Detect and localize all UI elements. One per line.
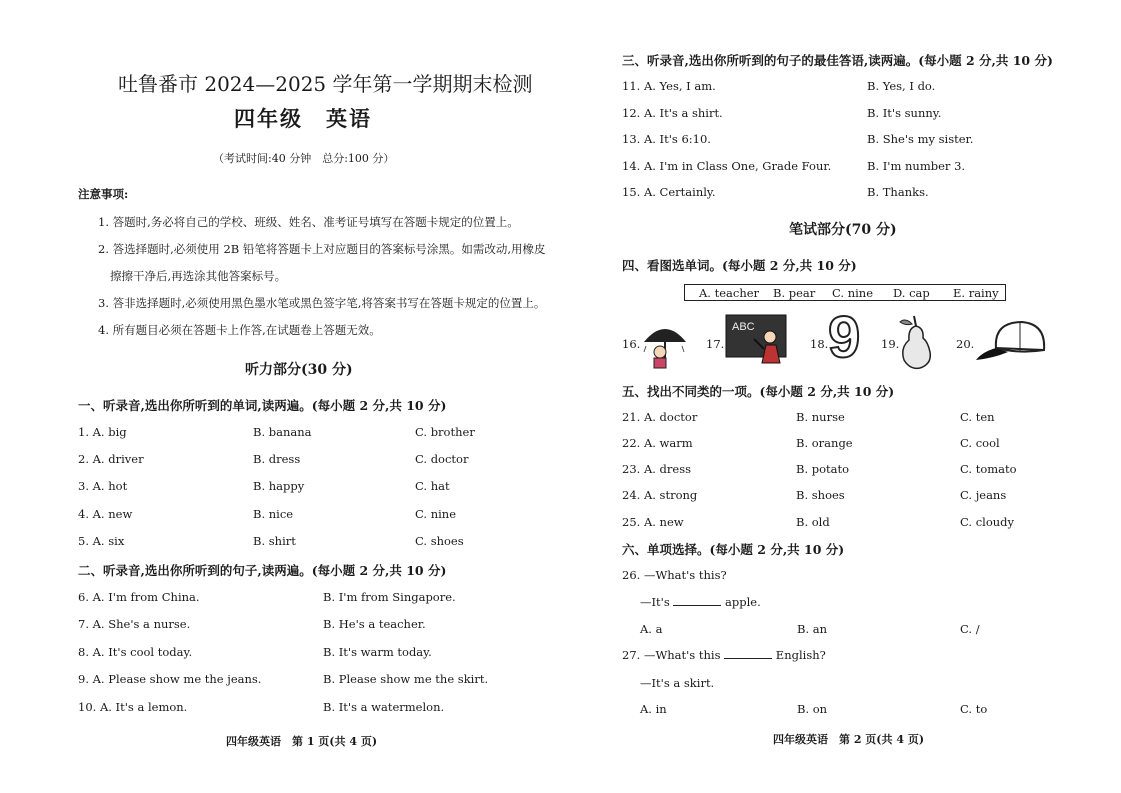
q3-a: 3. A. hot (78, 479, 128, 493)
pic-num-20: 20. (956, 337, 975, 351)
q15-b: B. Thanks. (867, 185, 929, 199)
cap-picture (974, 318, 1048, 364)
q2-a: 2. A. driver (78, 452, 144, 466)
page-1 (0, 0, 560, 793)
q8-a: 8. A. It's cool today. (78, 645, 193, 659)
pic-num-18: 18. (810, 337, 829, 351)
q10-b: B. It's a watermelon. (323, 700, 445, 714)
q5-c: C. shoes (415, 534, 464, 548)
q25-b: B. old (796, 515, 830, 529)
q22-a: 22. A. warm (622, 436, 693, 450)
section-5-heading: 五、找出不同类的一项。(每小题 2 分,共 10 分) (622, 384, 895, 399)
q9-a: 9. A. Please show me the jeans. (78, 672, 262, 686)
section-6-heading: 六、单项选择。(每小题 2 分,共 10 分) (622, 542, 845, 557)
note-4: 4. 所有题目必须在答题卡上作答,在试题卷上答题无效。 (98, 323, 381, 337)
q7-a: 7. A. She's a nurse. (78, 617, 191, 631)
exam-title: 吐鲁番市 2024—2025 学年第一学期期末检测 (118, 72, 533, 96)
q10-a: 10. A. It's a lemon. (78, 700, 188, 714)
q26-c: C. / (960, 622, 980, 636)
q27-question-post: English? (775, 648, 826, 662)
q9-b: B. Please show me the skirt. (323, 672, 489, 686)
board-text: ABC (732, 321, 755, 333)
q1-b: B. banana (253, 425, 312, 439)
note-2-cont: 擦擦干净后,再选涂其他答案标号。 (110, 269, 287, 283)
note-1: 1. 答题时,务必将自己的学校、班级、姓名、准考证号填写在答题卡规定的位置上。 (98, 215, 519, 229)
pic-num-16: 16. (622, 337, 641, 351)
q23-a: 23. A. dress (622, 462, 692, 476)
q2-c: C. doctor (415, 452, 469, 466)
section-1-heading: 一、听录音,选出你所听到的单词,读两遍。(每小题 2 分,共 10 分) (78, 398, 447, 413)
written-heading: 笔试部分(70 分) (789, 222, 897, 238)
q6-b: B. I'm from Singapore. (323, 590, 456, 604)
section-2-heading: 二、听录音,选出你所听到的句子,读两遍。(每小题 2 分,共 10 分) (78, 563, 447, 578)
q2-b: B. dress (253, 452, 301, 466)
word-e: E. rainy (953, 286, 999, 300)
q15-a: 15. A. Certainly. (622, 185, 716, 199)
q4-b: B. nice (253, 507, 294, 521)
q4-c: C. nine (415, 507, 456, 521)
q23-c: C. tomato (960, 462, 1017, 476)
q11-a: 11. A. Yes, I am. (622, 79, 716, 93)
q26-blank (673, 595, 721, 606)
note-2: 2. 答选择题时,必须使用 2B 铅笔将答题卡上对应题目的答案标号涂黑。如需改动,用橡皮 (98, 242, 546, 256)
q24-b: B. shoes (796, 488, 845, 502)
q23-b: B. potato (796, 462, 850, 476)
q22-b: B. orange (796, 436, 853, 450)
q6-a: 6. A. I'm from China. (78, 590, 200, 604)
q24-c: C. jeans (960, 488, 1007, 502)
exam-subtitle: 四年级 英语 (234, 106, 372, 131)
q13-a: 13. A. It's 6:10. (622, 132, 711, 146)
q1-a: 1. A. big (78, 425, 127, 439)
q12-a: 12. A. It's a shirt. (622, 106, 723, 120)
pic-num-17: 17. (706, 337, 725, 351)
pic-num-19: 19. (881, 337, 900, 351)
nine-picture: 9 (828, 305, 861, 370)
word-bank (684, 284, 1006, 301)
word-d: D. cap (893, 286, 930, 300)
q26-question: 26. —What's this? (622, 568, 727, 582)
q26-a: A. a (640, 622, 663, 636)
q12-b: B. It's sunny. (867, 106, 942, 120)
section-3-heading: 三、听录音,选出你所听到的句子的最佳答语,读两遍。(每小题 2 分,共 10 分) (622, 53, 1053, 68)
note-3: 3. 答非选择题时,必须使用黑色墨水笔或黑色签字笔,将答案书写在答题卡规定的位置上。 (98, 296, 546, 310)
q26-b: B. an (797, 622, 828, 636)
q24-a: 24. A. strong (622, 488, 698, 502)
q26-answer-post: apple. (725, 595, 761, 609)
q21-a: 21. A. doctor (622, 410, 698, 424)
q27-blank (724, 648, 772, 659)
q26-answer-pre: —It's (640, 595, 670, 609)
q25-a: 25. A. new (622, 515, 684, 529)
q22-c: C. cool (960, 436, 1000, 450)
page-2-footer: 四年级英语 第 2 页(共 4 页) (773, 733, 925, 746)
exam-info: （考试时间:40 分钟 总分:100 分） (213, 152, 395, 165)
rainy-umbrella-picture (640, 318, 690, 370)
q8-b: B. It's warm today. (323, 645, 432, 659)
word-c: C. nine (832, 286, 873, 300)
page-1-footer: 四年级英语 第 1 页(共 4 页) (226, 735, 378, 748)
q21-c: C. ten (960, 410, 995, 424)
q14-a: 14. A. I'm in Class One, Grade Four. (622, 159, 832, 173)
page-2 (560, 0, 1121, 793)
word-b: B. pear (773, 286, 816, 300)
q3-b: B. happy (253, 479, 305, 493)
section-4-heading: 四、看图选单词。(每小题 2 分,共 10 分) (622, 258, 857, 273)
q3-c: C. hat (415, 479, 450, 493)
q13-b: B. She's my sister. (867, 132, 974, 146)
q7-b: B. He's a teacher. (323, 617, 426, 631)
q5-b: B. shirt (253, 534, 296, 548)
word-a: A. teacher (699, 286, 760, 300)
teacher-blackboard-picture (724, 313, 788, 365)
q4-a: 4. A. new (78, 507, 133, 521)
q27-question-pre: 27. —What's this (622, 648, 721, 662)
listening-heading: 听力部分(30 分) (245, 362, 353, 378)
q27-a: A. in (640, 702, 667, 716)
q1-c: C. brother (415, 425, 475, 439)
q11-b: B. Yes, I do. (867, 79, 936, 93)
pear-picture (898, 314, 934, 370)
q26-answer-line (640, 595, 761, 609)
q25-c: C. cloudy (960, 515, 1015, 529)
q27-c: C. to (960, 702, 988, 716)
q21-b: B. nurse (796, 410, 845, 424)
q14-b: B. I'm number 3. (867, 159, 966, 173)
notes-heading: 注意事项: (78, 187, 129, 201)
q5-a: 5. A. six (78, 534, 125, 548)
q27-answer: —It's a skirt. (640, 676, 715, 690)
q27-b: B. on (797, 702, 828, 716)
q27-question-line (622, 648, 826, 662)
